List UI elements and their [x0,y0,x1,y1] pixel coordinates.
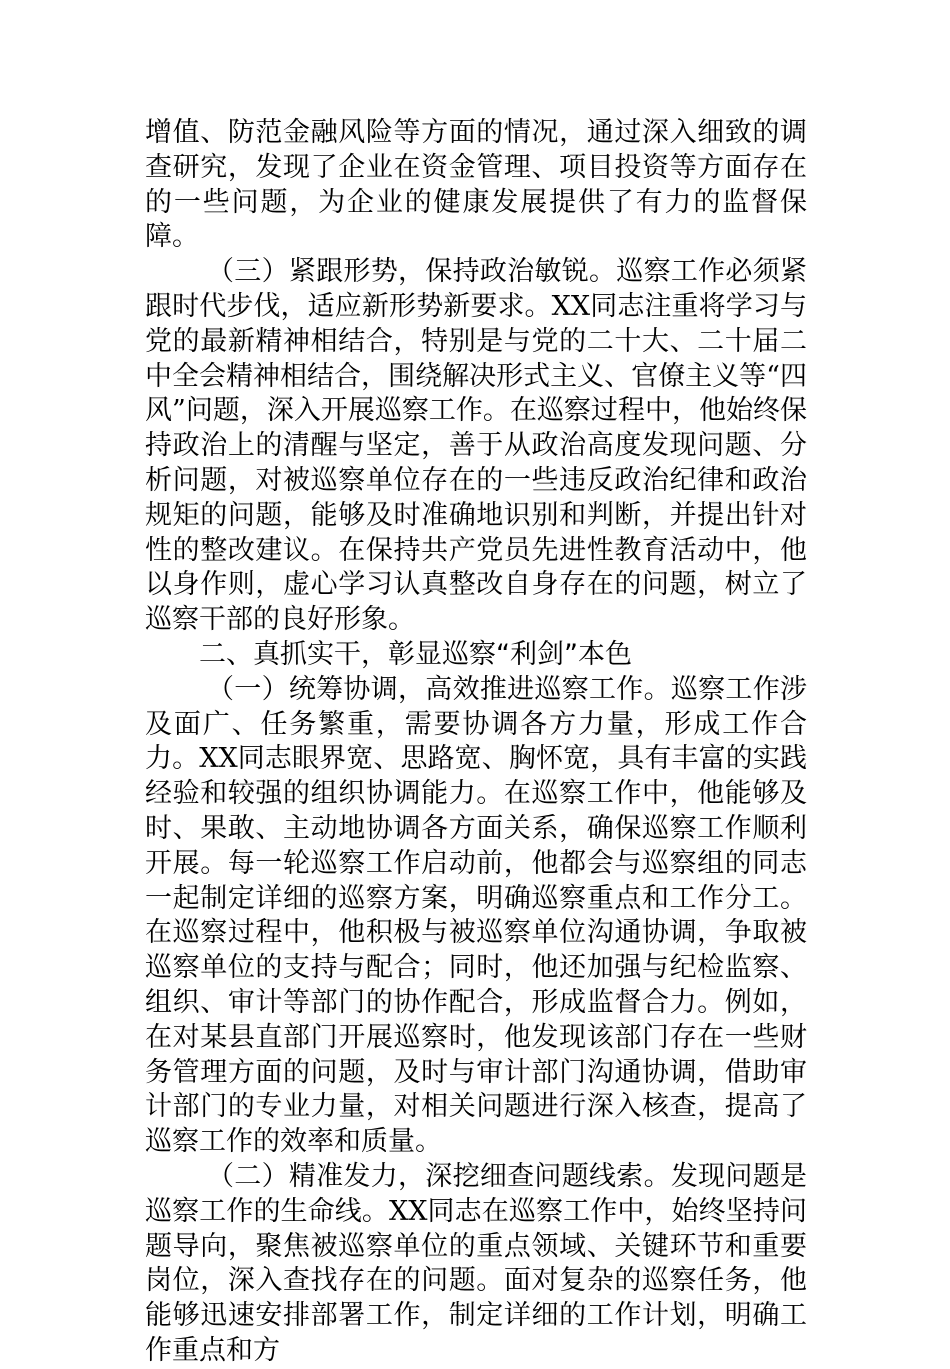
paragraph-political-sensitivity: （三）紧跟形势，保持政治敏锐。巡察工作必须紧跟时代步伐，适应新形势新要求。XX同志注重将学习与党的最新精神相结合，特别是与党的二十大、二十届二中全会精神相结合，围绕解决形式主义、官僚主义等“四风”问题，深入开展巡察工作。在巡察过程中，他始终保持政治上的清醒与坚定，善于从政治高度发现问题、分析问题，对被巡察单位存在的一些违反政治纪律和政治规矩的问题，能够及时准确地识别和判断，并提出针对性的整改建议。在保持共产党员先进性教育活动中，他以身作则，虚心学习认真整改自身存在的问题，树立了巡察干部的良好形象。 [145,256,807,636]
document-body [145,116,807,1369]
paragraph-precise-effort: （二）精准发力，深挖细查问题线索。发现问题是巡察工作的生命线。XX同志在巡察工作中，始终坚持问题导向，聚焦被巡察单位的重点领域、关键环节和重要岗位，深入查找存在的问题。面对复杂的巡察任务，他能够迅速安排部署工作，制定详细的工作计划，明确工作重点和方 [145,1160,807,1366]
paragraph-coordination: （一）统筹协调，高效推进巡察工作。巡察工作涉及面广、任务繁重，需要协调各方力量，形成工作合力。XX同志眼界宽、思路宽、胸怀宽，具有丰富的实践经验和较强的组织协调能力。在巡察工作中，他能够及时、果敢、主动地协调各方面关系，确保巡察工作顺利开展。每一轮巡察工作启动前，他都会与巡察组的同志一起制定详细的巡察方案，明确巡察重点和工作分工。在巡察过程中，他积极与被巡察单位沟通协调，争取被巡察单位的支持与配合；同时，他还加强与纪检监察、组织、审计等部门的协作配合，形成监督合力。例如，在对某县直部门开展巡察时，他发现该部门存在一些财务管理方面的问题，及时与审计部门沟通协调，借助审计部门的专业力量，对相关问题进行深入核查，提高了巡察工作的效率和质量。 [145,673,807,1158]
section-heading: 二、真抓实干，彰显巡察“利剑”本色 [199,638,632,670]
paragraph-continuation: 增值、防范金融风险等方面的情况，通过深入细致的调查研究，发现了企业在资金管理、项目投资等方面存在的一些问题，为企业的健康发展提供了有力的监督保障。 [145,117,807,253]
